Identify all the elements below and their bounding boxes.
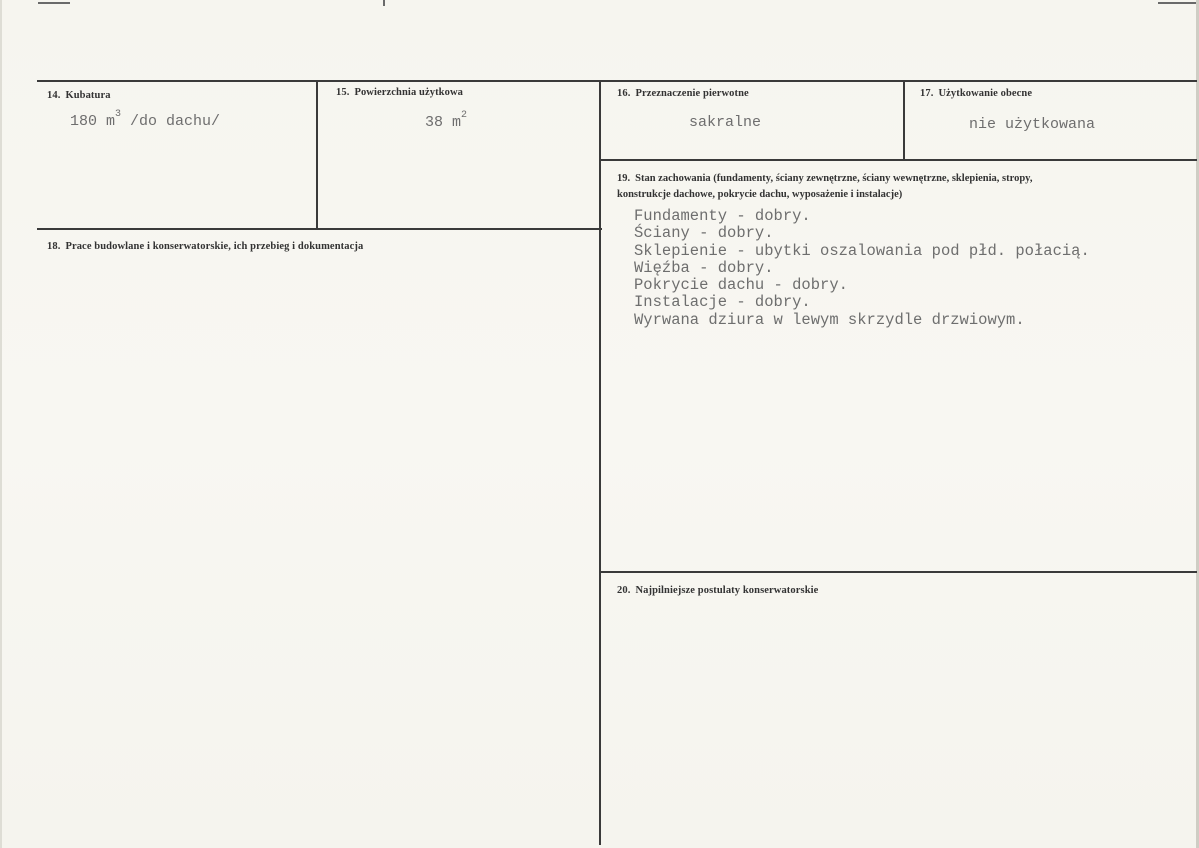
field-16-value: sakralne	[689, 114, 762, 131]
field-16-title: Przeznaczenie pierwotne	[635, 88, 749, 99]
field-19-title-line2: konstrukcje dachowe, pokrycie dachu, wyposażenie i instalacje)	[617, 189, 903, 200]
field-15-value	[425, 110, 468, 131]
field-20-title: Najpilniejsze postulaty konserwatorskie	[635, 585, 819, 596]
top-center-mark	[383, 0, 385, 6]
field-16-label	[617, 88, 749, 99]
field-14-value-main: 180 m	[70, 113, 116, 130]
divider-14-15	[316, 80, 318, 229]
field-15-value-main: 38 m	[425, 114, 462, 131]
field-17-value: nie użytkowana	[969, 116, 1096, 133]
field-16-number: 16.	[617, 88, 631, 99]
field-15-label	[336, 87, 463, 98]
field-18-label	[47, 241, 363, 252]
field-19-title-line1: Stan zachowania (fundamenty, ściany zewnętrzne, ściany wewnętrzne, sklepienia, stropy,	[635, 173, 1033, 184]
divider-left-right	[599, 80, 601, 845]
condition-line: Ściany - dobry.	[634, 224, 774, 243]
condition-line: Sklepienie - ubytki oszalowania pod płd. połacią.	[634, 241, 1090, 260]
field-14-value-exponent: 3	[115, 109, 122, 120]
field-18-number: 18.	[47, 241, 61, 252]
row2-left-top-border	[37, 228, 602, 230]
field-14-title: Kubatura	[65, 90, 111, 101]
field-19-label	[617, 171, 1172, 203]
field-14-value-suffix: /do dachu/	[121, 113, 221, 130]
field-14-number: 14.	[47, 90, 61, 101]
row3-right-top-border	[601, 571, 1197, 573]
field-14-value	[70, 109, 221, 130]
field-17-label	[920, 88, 1032, 99]
field-17-number: 17.	[920, 88, 934, 99]
top-left-mark	[38, 2, 70, 4]
field-19-condition-list	[634, 208, 1090, 329]
field-15-value-exponent: 2	[461, 110, 468, 121]
condition-line: Wyrwana dziura w lewym skrzydle drzwiowym.	[634, 310, 1025, 329]
field-19-number: 19.	[617, 173, 631, 184]
field-20-number: 20.	[617, 585, 631, 596]
field-14-label	[47, 90, 111, 101]
top-right-mark	[1158, 2, 1196, 4]
condition-line: Pokrycie dachu - dobry.	[634, 276, 848, 295]
field-15-number: 15.	[336, 87, 350, 98]
field-15-title: Powierzchnia użytkowa	[354, 87, 463, 98]
row1-top-border	[37, 80, 1197, 82]
divider-16-17	[903, 80, 905, 160]
condition-line: Więźba - dobry.	[634, 258, 774, 277]
field-17-title: Użytkowanie obecne	[938, 88, 1033, 99]
sheet-left-edge	[0, 0, 2, 848]
row1-right-bottom-border	[601, 159, 1197, 161]
field-18-title: Prace budowlane i konserwatorskie, ich przebieg i dokumentacja	[65, 241, 364, 252]
condition-line: Fundamenty - dobry.	[634, 207, 811, 225]
field-20-label	[617, 585, 818, 596]
condition-line: Instalacje - dobry.	[634, 293, 811, 312]
